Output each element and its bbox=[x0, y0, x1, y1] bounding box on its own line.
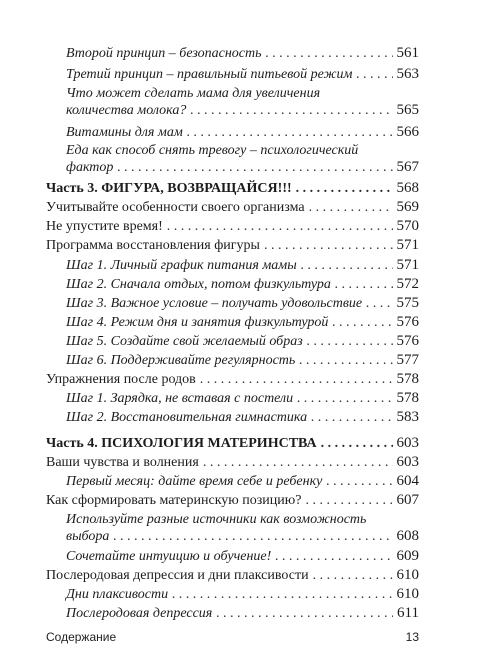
dot-leader bbox=[299, 351, 392, 370]
toc-entry-page: 583 bbox=[396, 409, 419, 425]
toc-entry-title: Шаг 2. Восстановительная гимнастика bbox=[66, 410, 308, 425]
footer-section-title: Содержание bbox=[46, 630, 117, 644]
toc-entry-page: 571 bbox=[396, 257, 419, 273]
dot-leader bbox=[309, 198, 393, 217]
dot-leader bbox=[305, 491, 392, 510]
toc-entry[interactable] bbox=[66, 275, 419, 294]
dot-leader bbox=[321, 434, 393, 453]
toc-entry-page: 604 bbox=[396, 473, 419, 489]
toc-entry[interactable] bbox=[66, 332, 419, 351]
toc-entry-page: 610 bbox=[396, 586, 419, 602]
toc-entry-page: 603 bbox=[396, 454, 419, 470]
dot-leader bbox=[335, 275, 393, 294]
toc-entry-title: Третий принцип – правильный питьевой режим bbox=[66, 67, 353, 82]
toc-entry-title: Ваши чувства и волнения bbox=[46, 455, 199, 470]
toc-entry-title: Не упустите время! bbox=[46, 219, 163, 234]
dot-leader bbox=[326, 472, 392, 491]
toc-entry-title: Шаг 5. Создайте свой желаемый образ bbox=[66, 334, 303, 349]
dot-leader bbox=[366, 294, 392, 313]
toc-entry-page: 568 bbox=[396, 180, 419, 196]
dot-leader bbox=[167, 217, 393, 236]
toc-entry-page: 572 bbox=[396, 276, 419, 292]
toc-entry-page: 609 bbox=[396, 548, 419, 564]
dot-leader bbox=[297, 389, 392, 408]
toc-entry[interactable] bbox=[66, 101, 419, 120]
toc-entry-title: Шаг 4. Режим дня и занятия физкультурой bbox=[66, 315, 329, 330]
toc-entry[interactable] bbox=[46, 566, 419, 585]
toc-entry-page: 567 bbox=[396, 159, 419, 175]
toc-entry-page: 571 bbox=[396, 237, 419, 253]
dot-leader bbox=[117, 158, 392, 177]
toc-entry-title: Послеродовая депрессия и дни плаксивости bbox=[46, 568, 309, 583]
toc-entry[interactable] bbox=[66, 547, 419, 566]
toc-entry[interactable] bbox=[66, 65, 419, 84]
toc-entry-title: Шаг 3. Важное условие – получать удовольствие bbox=[66, 296, 363, 311]
toc-entry[interactable] bbox=[66, 351, 419, 370]
toc-part-heading[interactable] bbox=[46, 179, 419, 198]
toc-entry-page: 578 bbox=[396, 390, 419, 406]
toc-entry[interactable] bbox=[66, 604, 419, 623]
dot-leader bbox=[313, 566, 393, 585]
toc-entry-page: 611 bbox=[397, 605, 419, 621]
toc-entry-page: 576 bbox=[396, 333, 419, 349]
toc-entry-page: 570 bbox=[396, 218, 419, 234]
toc-entry-page: 603 bbox=[396, 435, 419, 451]
toc-entry-title: Сочетайте интуицию и обучение! bbox=[66, 549, 272, 564]
toc-entry-title: Шаг 1. Зарядка, не вставая с постели bbox=[66, 391, 294, 406]
toc-entry-page: 565 bbox=[396, 102, 419, 118]
toc-entry-title: Шаг 6. Поддерживайте регулярность bbox=[66, 353, 296, 368]
dot-leader bbox=[332, 313, 392, 332]
toc-entry-title: Учитывайте особенности своего организма bbox=[46, 200, 305, 215]
toc-entry-page: 610 bbox=[396, 567, 419, 583]
toc-entry-page: 577 bbox=[396, 352, 419, 368]
toc-entry-title: Послеродовая депрессия bbox=[66, 606, 213, 621]
toc-entry[interactable] bbox=[46, 198, 419, 217]
toc-entry-page: 575 bbox=[396, 295, 419, 311]
toc-entry-title: Первый месяц: дайте время себе и ребенку bbox=[66, 474, 323, 489]
dot-leader bbox=[275, 547, 392, 566]
toc-entry-page: 563 bbox=[396, 66, 419, 82]
toc-entry[interactable] bbox=[66, 44, 419, 63]
dot-leader bbox=[187, 123, 393, 142]
toc-entry-title-line1: Что может сделать мама для увеличения bbox=[66, 86, 321, 101]
dot-leader bbox=[356, 65, 392, 84]
dot-leader bbox=[301, 256, 393, 275]
toc-entry-title: Часть 3. ФИГУРА, ВОЗВРАЩАЙСЯ!!! bbox=[46, 181, 292, 196]
footer-page-number: 13 bbox=[405, 630, 419, 644]
dot-leader bbox=[311, 408, 392, 427]
toc-entry[interactable] bbox=[66, 256, 419, 275]
toc-entry[interactable] bbox=[66, 123, 419, 142]
dot-leader bbox=[296, 179, 393, 198]
toc-entry-page: 561 bbox=[396, 45, 419, 61]
toc-entry[interactable] bbox=[66, 585, 419, 604]
toc-entry[interactable] bbox=[46, 491, 419, 510]
toc-entry[interactable] bbox=[46, 370, 419, 389]
toc-entry[interactable] bbox=[66, 313, 419, 332]
toc-entry-title: фактор bbox=[66, 160, 114, 175]
toc-entry-title: количества молока? bbox=[66, 103, 187, 118]
toc-entry-title: Шаг 1. Личный график питания мамы bbox=[66, 258, 297, 273]
toc-entry-title: Дни плаксивости bbox=[66, 587, 169, 602]
toc-entry[interactable] bbox=[66, 527, 419, 546]
page-footer bbox=[46, 630, 419, 644]
toc-entry-page: 578 bbox=[396, 371, 419, 387]
dot-leader bbox=[264, 236, 393, 255]
toc-entry-page: 607 bbox=[396, 492, 419, 508]
toc-entry-title: выбора bbox=[66, 529, 110, 544]
toc-entry[interactable] bbox=[46, 217, 419, 236]
dot-leader bbox=[265, 44, 392, 63]
toc-entry-title-line1: Используйте разные источники как возможность bbox=[66, 512, 367, 527]
toc-entry-page: 569 bbox=[396, 199, 419, 215]
toc-entry-title: Витамины для мам bbox=[66, 125, 183, 140]
toc-entry[interactable] bbox=[66, 389, 419, 408]
toc-entry[interactable] bbox=[66, 408, 419, 427]
dot-leader bbox=[200, 370, 393, 389]
dot-leader bbox=[307, 332, 393, 351]
toc-entry[interactable] bbox=[66, 158, 419, 177]
toc-entry-title: Как сформировать материнскую позицию? bbox=[46, 493, 302, 508]
dot-leader bbox=[190, 101, 392, 120]
toc-entry-title: Программа восстановления фигуры bbox=[46, 238, 260, 253]
dot-leader bbox=[216, 604, 393, 623]
toc-entry-page: 576 bbox=[396, 314, 419, 330]
toc-entry[interactable] bbox=[46, 236, 419, 255]
toc-entry[interactable] bbox=[66, 294, 419, 313]
toc-entry-title: Упражнения после родов bbox=[46, 372, 196, 387]
toc-part-heading[interactable] bbox=[46, 434, 419, 453]
dot-leader bbox=[172, 585, 392, 604]
dot-leader bbox=[203, 453, 393, 472]
toc-entry-page: 608 bbox=[396, 528, 419, 544]
toc-entry-title: Второй принцип – безопасность bbox=[66, 46, 262, 61]
toc-entry-title-line1: Еда как способ снять тревогу – психологический bbox=[66, 143, 359, 158]
toc-entry[interactable] bbox=[46, 453, 419, 472]
toc-entry-page: 566 bbox=[396, 124, 419, 140]
toc-entry-title: Часть 4. ПСИХОЛОГИЯ МАТЕРИНСТВА bbox=[46, 436, 317, 451]
toc-entry[interactable] bbox=[66, 472, 419, 491]
dot-leader bbox=[113, 527, 392, 546]
toc-entry-title: Шаг 2. Сначала отдых, потом физкультура bbox=[66, 277, 331, 292]
